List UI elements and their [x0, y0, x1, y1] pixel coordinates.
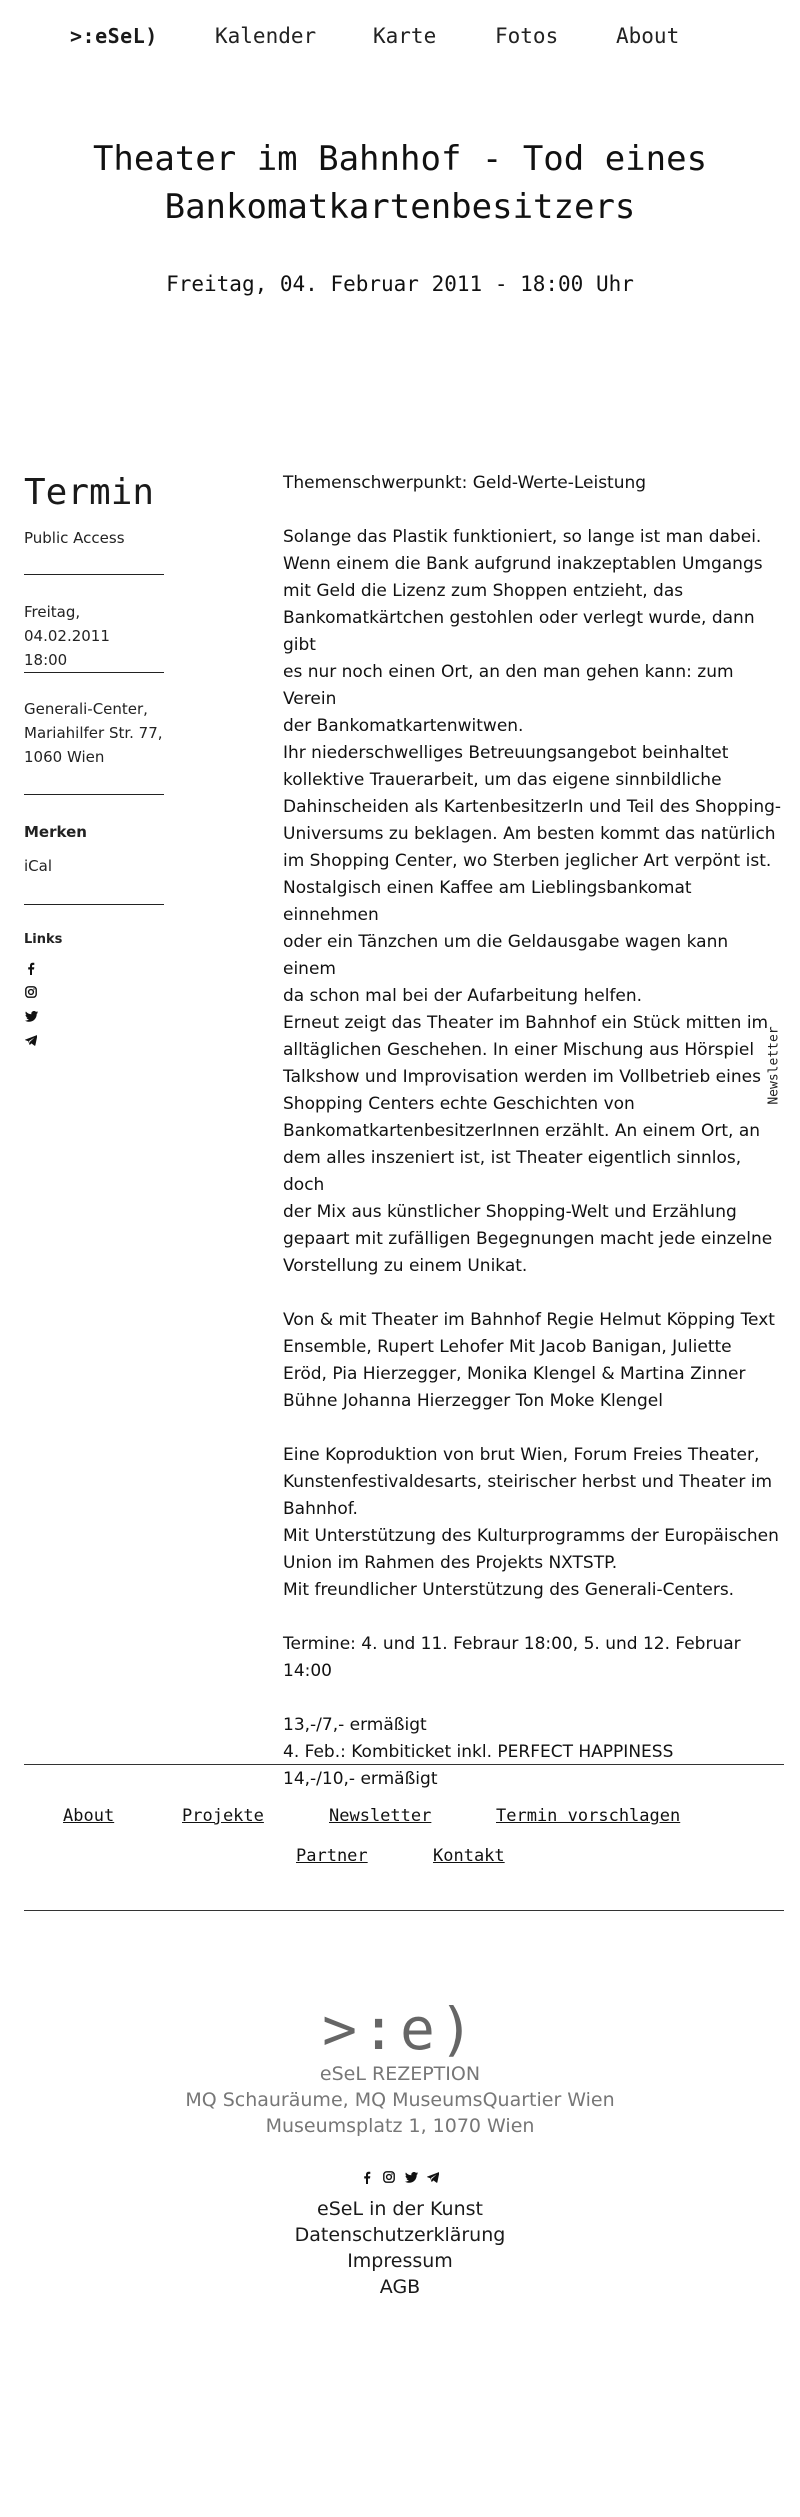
text-line: Themenschwerpunkt: Geld-Werte-Leistung: [283, 473, 647, 493]
ical-link[interactable]: iCal: [24, 857, 53, 875]
newsletter-tab[interactable]: [762, 1015, 786, 1115]
venue-line: Mariahilfer Str. 77,: [24, 724, 163, 742]
text-line: Eröd, Pia Hierzegger, Monika Klengel & Martina Zinner: [283, 1364, 746, 1384]
merken-label: Merken: [24, 823, 87, 841]
text-line: Von & mit Theater im Bahnhof Regie Helmut Köpping Text: [283, 1310, 775, 1330]
venue-line: Generali-Center,: [24, 700, 148, 718]
text-line: Wenn einem die Bank aufgrund inakzeptablen Umgangs: [283, 554, 763, 574]
text-line: der Bankomatkartenwitwen.: [283, 716, 524, 736]
text-line: Ensemble, Rupert Lehofer Mit Jacob Banigan, Juliette: [283, 1337, 732, 1357]
facebook-icon[interactable]: [360, 2170, 374, 2184]
text-line: Mit freundlicher Unterstützung des Generali-Centers.: [283, 1580, 735, 1600]
telegram-icon[interactable]: [24, 1033, 38, 1047]
text-line: mit Geld die Lizenz zum Shoppen entzieht, das: [283, 581, 684, 601]
footer-link-partner[interactable]: Partner: [296, 1846, 368, 1866]
text-line: Bankomatkärtchen gestohlen oder verlegt wurde, dann gibt: [283, 608, 755, 655]
footer-link-newsletter[interactable]: Newsletter: [329, 1806, 432, 1826]
event-category: Public Access: [24, 529, 125, 547]
text-line: dem alles inszeniert ist, ist Theater eigentlich sinnlos, doch: [283, 1148, 742, 1195]
text-line: Talkshow und Improvisation werden im Vollbetrieb eines: [283, 1067, 761, 1087]
text-line: Erneut zeigt das Theater im Bahnhof ein Stück mitten im: [283, 1013, 769, 1033]
dates-paragraph: [283, 1631, 783, 1685]
text-line: Eine Koproduktion von brut Wien, Forum Freies Theater,: [283, 1445, 760, 1465]
text-line: Vorstellung zu einem Unikat.: [283, 1256, 528, 1276]
text-line: Dahinscheiden als KartenbesitzerIn und Teil des Shopping-: [283, 797, 782, 817]
sidebar-heading: Termin: [24, 472, 155, 513]
text-line: Bahnhof.: [283, 1499, 358, 1519]
text-line: 4. Feb.: Kombiticket inkl. PERFECT HAPPINESS: [283, 1742, 674, 1762]
sidebar-date: [24, 600, 164, 672]
text-line: Kunstenfestivaldesarts, steirischer herbst und Theater im: [283, 1472, 773, 1492]
footer-link-impressum[interactable]: Impressum: [347, 2250, 453, 2272]
instagram-icon[interactable]: [382, 2170, 396, 2184]
text-line: Nostalgisch einen Kaffee am Lieblingsbankomat einnehmen: [283, 878, 692, 925]
text-line: Ihr niederschwelliges Betreuungsangebot beinhaltet: [283, 743, 729, 763]
text-line: 13,-/7,- ermäßigt: [283, 1715, 427, 1735]
text-line: Universums zu beklagen. Am besten kommt das natürlich: [283, 824, 776, 844]
text-line: Shopping Centers echte Geschichten von: [283, 1094, 635, 1114]
text-line: Union im Rahmen des Projekts NXTSTP.: [283, 1553, 618, 1573]
text-line: BankomatkartenbesitzerInnen erzählt. An einem Ort, an: [283, 1121, 761, 1141]
footer-link-datenschutz[interactable]: Datenschutzerklärung: [294, 2224, 506, 2246]
text-line: Mit Unterstützung des Kulturprogramms der Europäischen: [283, 1526, 779, 1546]
footer-link-projekte[interactable]: Projekte: [182, 1806, 264, 1826]
prices-paragraph: [283, 1712, 783, 1793]
sidebar-divider: [24, 672, 164, 673]
text-line: gepaart mit zufälligen Begegnungen macht jede einzelne: [283, 1229, 773, 1249]
nav-item-kalender[interactable]: Kalender: [215, 24, 317, 48]
footer-address-line: MQ Schauräume, MQ MuseumsQuartier Wien: [185, 2089, 615, 2111]
event-title: Theater im Bahnhof - Tod eines Bankomatkartenbesitzers: [92, 139, 708, 227]
twitter-icon[interactable]: [24, 1009, 38, 1023]
text-line: im Shopping Center, wo Sterben jeglicher Art verpönt ist.: [283, 851, 772, 871]
footer-logo[interactable]: >:e): [322, 1995, 478, 2063]
footer-link-agb[interactable]: AGB: [379, 2276, 421, 2298]
text-line: oder ein Tänzchen um die Geldausgabe wagen kann einem: [283, 932, 729, 979]
text-line: es nur noch einen Ort, an den man gehen kann: zum Verein: [283, 662, 734, 709]
footer-social-icons: [0, 2170, 800, 2184]
site-logo[interactable]: >:eSeL): [70, 24, 158, 48]
twitter-icon[interactable]: [404, 2170, 418, 2184]
links-label: Links: [24, 932, 63, 946]
sidebar-divider: [24, 574, 164, 575]
text-line: kollektive Trauerarbeit, um das eigene sinnbildliche: [283, 770, 722, 790]
text-line: da schon mal bei der Aufarbeitung helfen.: [283, 986, 643, 1006]
text-line: Termine: 4. und 11. Febraur 18:00, 5. und 12. Februar 14:00: [283, 1634, 741, 1681]
footer-link-esel-in-der-kunst[interactable]: eSeL in der Kunst: [317, 2198, 483, 2220]
footer-address-line: Museumsplatz 1, 1070 Wien: [265, 2115, 535, 2137]
text-line: alltäglichen Geschehen. In einer Mischung aus Hörspiel: [283, 1040, 755, 1060]
top-navigation: [0, 22, 800, 54]
footer-divider: [24, 1764, 784, 1765]
theme-line: [283, 470, 783, 497]
sidebar-time-line: 18:00: [24, 651, 68, 669]
text-line: Solange das Plastik funktioniert, so lange ist man dabei.: [283, 527, 762, 547]
text-line: Bühne Johanna Hierzegger Ton Moke Klengel: [283, 1391, 663, 1411]
footer-link-about[interactable]: About: [63, 1806, 115, 1826]
text-line: der Mix aus künstlicher Shopping-Welt und Erzählung: [283, 1202, 737, 1222]
footer-divider: [24, 1910, 784, 1911]
sidebar-venue: [24, 697, 164, 769]
sidebar-divider: [24, 794, 164, 795]
sidebar-divider: [24, 904, 164, 905]
footer-org-name: eSeL REZEPTION: [319, 2063, 481, 2085]
production-paragraph: [283, 1442, 783, 1604]
footer-link-kontakt[interactable]: Kontakt: [433, 1846, 505, 1866]
sidebar-date-line: Freitag, 04.02.2011: [24, 603, 110, 645]
text-line: 14,-/10,- ermäßigt: [283, 1769, 438, 1789]
instagram-icon[interactable]: [24, 985, 38, 999]
description-paragraph: [283, 524, 783, 1280]
newsletter-tab-label: Newsletter: [766, 1025, 782, 1105]
nav-item-karte[interactable]: Karte: [373, 24, 437, 48]
nav-item-fotos[interactable]: Fotos: [495, 24, 559, 48]
venue-line: 1060 Wien: [24, 748, 105, 766]
event-datetime: Freitag, 04. Februar 2011 - 18:00 Uhr: [166, 272, 634, 296]
facebook-icon[interactable]: [24, 961, 38, 975]
credits-paragraph: [283, 1307, 783, 1415]
event-description: [283, 470, 783, 1820]
nav-item-about[interactable]: About: [616, 24, 680, 48]
telegram-icon[interactable]: [426, 2170, 440, 2184]
footer-link-termin-vorschlagen[interactable]: Termin vorschlagen: [496, 1806, 681, 1826]
